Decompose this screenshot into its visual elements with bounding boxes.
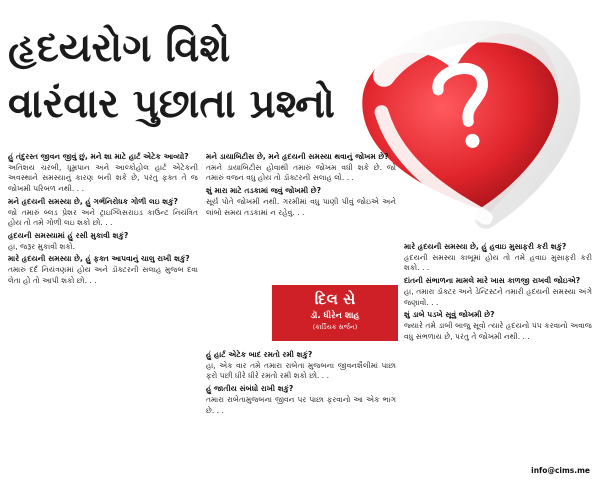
question: મારે હૃદયની સમસ્યા છે, હું ફક્ત આપવાનું ચાલુ રાખી શકું? <box>8 254 190 264</box>
answer: હા, એક વાર તમે તમારા રાબેતા મુજબના જીવનશૈલીમાં પાછા ફરો પછી ધીરે ધીરે રમતો રમી શકો છો. . . <box>206 360 396 381</box>
author-name: ડૉ. ધીરેન શાહ <box>310 311 360 321</box>
column-1 <box>8 150 198 450</box>
answer: તમને ડાયાબિટીસ હોવાથી તમારું જોખમ વધી શકે છે. જો તમારું વજન વધુ હોય તો ડૉક્ટરની સલાહ લો. . . <box>206 162 396 183</box>
question: મારે હૃદયની સમસ્યા છે, હું હવાઇ મુસાફરી કરી શકું? <box>404 242 567 251</box>
answer: સૂર્ય પોતે જોખમી નથી. ગરમીમાં વધુ પાણી પીવું જોઇએ અને લાંબો સમય તડકામાં ન રહેવું. . . <box>206 196 396 217</box>
answer: જ્યારે તમે ડાબી બાજુ સૂવો ત્યારે હૃદયનો પંપ કરવાનો અવાજ વધુ સંભળાય છે, પરંતુ તે જોખમી નથી. . . <box>404 320 592 341</box>
headline-line-2: વારંવાર પુછાતા પ્રશ્નો <box>8 81 335 127</box>
answer: હા, તમારા ડૉક્ટર અને ડેન્ટિસ્ટને તમારી હૃદયની સમસ્યા અંગે જણાવો. . . <box>404 286 592 307</box>
author-box <box>272 285 398 341</box>
answer: હા, જરૂર મુકાવી શકો. <box>8 241 76 251</box>
answer: તમારું દર્દ નિયંત્રણમાં હોય અને ડૉક્ટરની સલાહ મુજબ દવા લેતા હો તો આપી શકો છો. . . <box>8 265 198 285</box>
author-role: (કાર્ડિયક સર્જન) <box>312 323 358 331</box>
question: હૃદયની સમસ્યામાં હું રસી મુકાવી શકું? <box>8 230 129 240</box>
question: શું ડાબે પડખે સૂવું જોખમી છે? <box>404 310 495 320</box>
answer: તમારા રાબેતામુજબના જીવન પર પાછા ફરવાનો આ એક ભાગ છે. . . <box>206 394 396 415</box>
answer: હૃદયની સમસ્યા કાબૂમાં હોય તો તમે હવાઇ મુસાફરી કરી શકો. . . <box>404 252 592 273</box>
question: હું તંદુરસ્ત જીવન જીવું છું, મને શા માટે હાર્ટ એટેક આવ્યો? <box>8 152 189 161</box>
question: શું મારા માટે તડકામાં જવું જોખમી છે? <box>206 186 322 196</box>
column-2 <box>206 150 396 270</box>
column-2-lower <box>206 348 396 470</box>
headline-line-1: હૃદયરોગ વિશે <box>8 25 231 71</box>
question: મને હૃદયની સમસ્યા છે, હું ગર્ભનિરોધક ગોળી લઇ શકું? <box>8 196 178 206</box>
column-label: દિલ સે <box>314 290 356 308</box>
answer: જો તમારું બ્લડ પ્રેશર અને ટ્રાઇગ્લિસરાઇડ કાઉન્ટ નિયંત્રિત હોય તો તમે ગોળી લઇ શકો છો. . . <box>8 207 198 228</box>
contact-email[interactable]: info@cims.me <box>531 466 590 475</box>
question: મને ડાયાબિટીસ છે, મને હૃદયની સમસ્યા થવાનું જોખમ છે? <box>206 152 389 161</box>
question: દાંતની સંભાળના મામલે મારે ખાસ કાળજી રાખવી જોઇએ? <box>404 276 581 286</box>
question: હું હાર્ટ એટેક બાદ રમતો રમી શકું? <box>206 350 313 359</box>
column-3 <box>404 240 592 455</box>
question: હું જાતીય સંબંધો રાખી શકું? <box>206 384 294 394</box>
answer: અતિશય ચરબી, ધૂમ્રપાન અને આલ્કોહોલ હાર્ટ એટેકની અવસ્થાને સમસ્યાનું કારણ બની શકે છે, પરંતુ ફક્ત તે જ જોખમી પરિબળ નથી. . . <box>8 162 198 194</box>
